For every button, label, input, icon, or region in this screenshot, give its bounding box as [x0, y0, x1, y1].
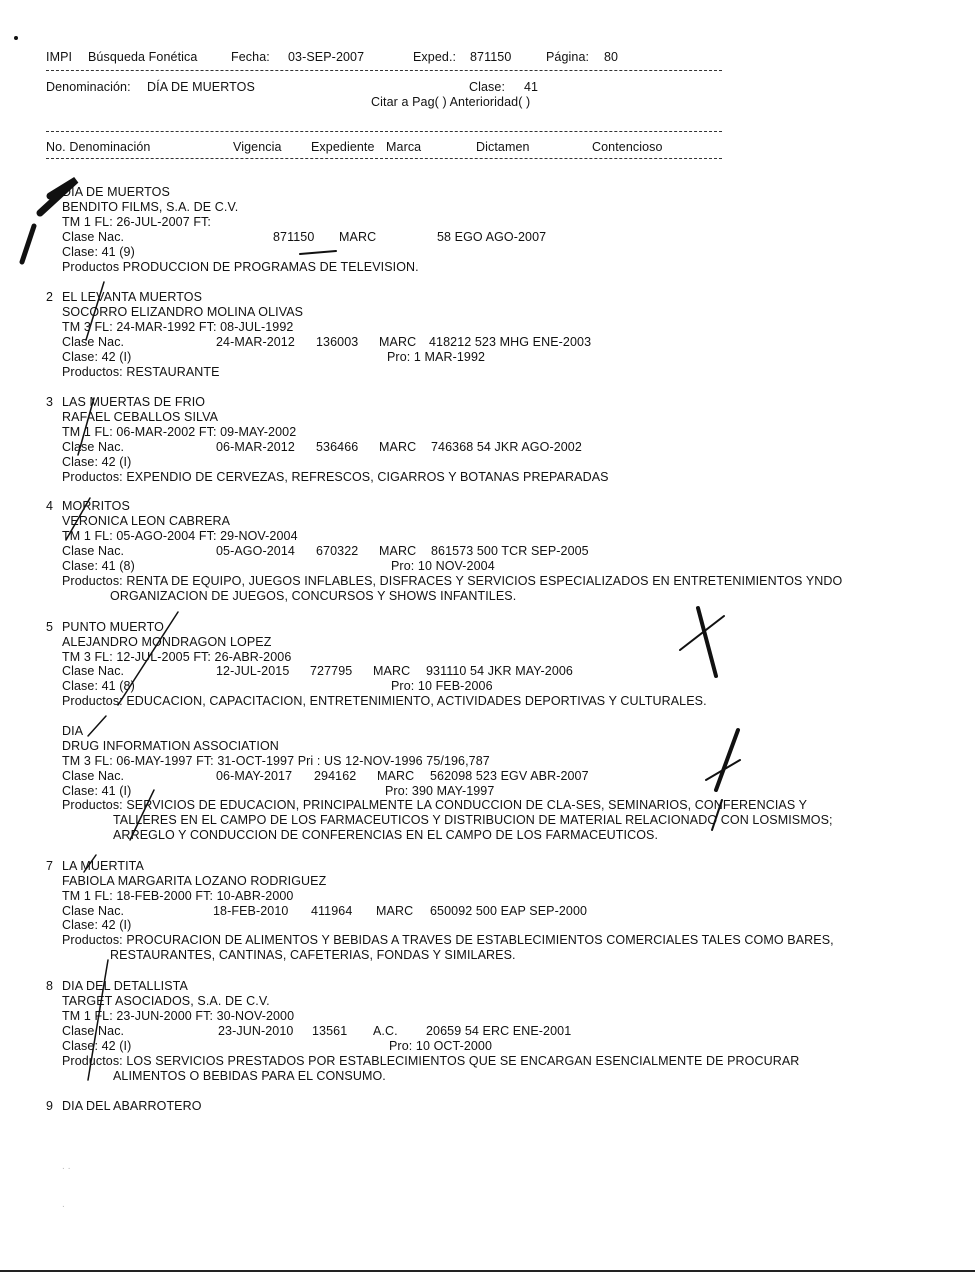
- record-3-clase: Clase: 42 (I): [62, 455, 132, 469]
- record-4-vigencia: 05-AGO-2014: [216, 544, 295, 558]
- pen-x-6b: [706, 760, 740, 780]
- record-7-expediente: 411964: [311, 904, 353, 918]
- pen-x-6: [716, 730, 738, 790]
- fecha-value: 03-SEP-2007: [288, 50, 365, 64]
- fecha-label: Fecha:: [231, 50, 270, 64]
- pagina-label: Página:: [546, 50, 590, 64]
- record-6-tm: TM 3 FL: 06-MAY-1997 FT: 31-OCT-1997 Pri : US 12-NOV-1996 75/196,787: [62, 754, 490, 768]
- record-7-vigencia: 18-FEB-2010: [213, 904, 289, 918]
- col-vigencia: Vigencia: [233, 140, 282, 154]
- clase-value: 41: [524, 80, 539, 94]
- record-4-productos-2: ORGANIZACION DE JUEGOS, CONCURSOS Y SHOWS INFANTILES.: [110, 589, 517, 603]
- record-2-pro: Pro: 1 MAR-1992: [387, 350, 486, 364]
- record-8-expediente: 13561: [312, 1024, 348, 1038]
- record-6-clase: Clase: 41 (I): [62, 784, 132, 798]
- record-7-owner: FABIOLA MARGARITA LOZANO RODRIGUEZ: [62, 874, 327, 888]
- record-3-tm: TM 1 FL: 06-MAR-2002 FT: 09-MAY-2002: [62, 425, 297, 439]
- col-expediente: Expediente: [311, 140, 375, 154]
- record-3-marca: MARC: [379, 440, 417, 454]
- record-2-name: EL LEVANTA MUERTOS: [62, 290, 203, 304]
- record-5-vigencia: 12-JUL-2015: [216, 664, 290, 678]
- pen-slash-3: [78, 398, 94, 455]
- record-8-vigencia: 23-JUN-2010: [218, 1024, 294, 1038]
- record-1-productos: Productos PRODUCCION DE PROGRAMAS DE TELEVISION.: [62, 260, 419, 274]
- col-dictamen: Dictamen: [476, 140, 530, 154]
- record-5-tm: TM 3 FL: 12-JUL-2005 FT: 26-ABR-2006: [62, 650, 292, 664]
- pen-x-5: [698, 608, 716, 676]
- record-7-clase: Clase: 42 (I): [62, 918, 132, 932]
- record-5-marca: MARC: [373, 664, 411, 678]
- record-6-productos: Productos: SERVICIOS DE EDUCACION, PRINCIPALMENTE LA CONDUCCION DE CLA-SES, SEMINARIOS, CONFERENCIAS Y: [62, 798, 808, 812]
- record-4-marca: MARC: [379, 544, 417, 558]
- record-8-pro: Pro: 10 OCT-2000: [389, 1039, 493, 1053]
- record-1-dictamen: 58 EGO AGO-2007: [437, 230, 547, 244]
- record-5-owner: ALEJANDRO MONDRAGON LOPEZ: [62, 635, 272, 649]
- pen-slash-2: [86, 282, 104, 340]
- record-4-clase: Clase: 41 (8): [62, 559, 135, 573]
- record-9-name: DIA DEL ABARROTERO: [62, 1099, 202, 1113]
- record-5-productos: Productos: EDUCACION, CAPACITACION, ENTRETENIMIENTO, ACTIVIDADES DEPORTIVAS Y CULTURALES.: [62, 694, 707, 708]
- header-report: Búsqueda Fonética: [88, 50, 198, 64]
- record-7-marca: MARC: [376, 904, 414, 918]
- record-8-dictamen: 20659 54 ERC ENE-2001: [426, 1024, 572, 1038]
- denominacion-label: Denominación:: [46, 80, 131, 94]
- record-6-name: DIA: [62, 724, 84, 738]
- record-7-productos-2: RESTAURANTES, CANTINAS, CAFETERIAS, FONDAS Y SIMILARES.: [110, 948, 516, 962]
- record-1-clase: Clase: 41 (9): [62, 245, 135, 259]
- denominacion-value: DÍA DE MUERTOS: [147, 80, 255, 94]
- page-bottom-edge: [0, 1270, 975, 1272]
- record-7-dictamen: 650092 500 EAP SEP-2000: [430, 904, 588, 918]
- record-3-owner: RAFAEL CEBALLOS SILVA: [62, 410, 219, 424]
- record-7-name: LA MUERTITA: [62, 859, 144, 873]
- pen-slash-7: [84, 855, 96, 872]
- pen-slash-5: [118, 612, 178, 705]
- record-8-clase-nac: Clase Nac.: [62, 1024, 125, 1038]
- col-marca: Marca: [386, 140, 422, 154]
- record-2-marca: MARC: [379, 335, 417, 349]
- record-2-clase: Clase: 42 (I): [62, 350, 132, 364]
- pen-x-6c: [712, 800, 722, 830]
- pen-mark-1: [40, 180, 76, 213]
- record-3-num: 3: [46, 395, 54, 409]
- pen-slash-6b: [130, 790, 154, 840]
- clase-label: Clase:: [469, 80, 506, 94]
- record-4-owner: VERONICA LEON CABRERA: [62, 514, 231, 528]
- pen-slash-8: [88, 960, 108, 1080]
- record-8-owner: TARGET ASOCIADOS, S.A. DE C.V.: [62, 994, 270, 1008]
- record-4-num: 4: [46, 499, 54, 513]
- record-1-expediente: 871150: [273, 230, 315, 244]
- record-3-expediente: 536466: [316, 440, 359, 454]
- record-6-pro: Pro: 390 MAY-1997: [385, 784, 495, 798]
- record-1-name: DIA DE MUERTOS: [62, 185, 170, 199]
- record-8-name: DIA DEL DETALLISTA: [62, 979, 188, 993]
- record-2-productos: Productos: RESTAURANTE: [62, 365, 220, 379]
- record-1-owner: BENDITO FILMS, S.A. DE C.V.: [62, 200, 239, 214]
- exped-label: Exped.:: [413, 50, 457, 64]
- record-6-clase-nac: Clase Nac.: [62, 769, 125, 783]
- record-1-marca: MARC: [339, 230, 377, 244]
- record-3-vigencia: 06-MAR-2012: [216, 440, 295, 454]
- record-1-tm: TM 1 FL: 26-JUL-2007 FT:: [62, 215, 211, 229]
- col-contencioso: Contencioso: [592, 140, 663, 154]
- pen-mark-1b: [22, 226, 34, 262]
- scan-ghost-2: .: [62, 1199, 65, 1210]
- record-4-clase-nac: Clase Nac.: [62, 544, 125, 558]
- citar-line: Citar a Pag( ) Anterioridad( ): [371, 95, 531, 109]
- record-2-clase-nac: Clase Nac.: [62, 335, 125, 349]
- record-5-clase-nac: Clase Nac.: [62, 664, 125, 678]
- record-6-marca: MARC: [377, 769, 415, 783]
- record-6-vigencia: 06-MAY-2017: [216, 769, 293, 783]
- scan-ghost-1: . .: [62, 1161, 71, 1172]
- record-8-productos: Productos: LOS SERVICIOS PRESTADOS POR ESTABLECIMIENTOS QUE SE ENCARGAN ESENCIALMENTE DE PROCURAR: [62, 1054, 800, 1068]
- pagina-value: 80: [604, 50, 619, 64]
- pen-slash-4: [66, 498, 90, 540]
- record-7-tm: TM 1 FL: 18-FEB-2000 FT: 10-ABR-2000: [62, 889, 294, 903]
- col-no-denominacion: No. Denominación: [46, 140, 151, 154]
- record-2-num: 2: [46, 290, 54, 304]
- record-8-productos-2: ALIMENTOS O BEBIDAS PARA EL CONSUMO.: [113, 1069, 386, 1083]
- pen-underline: [300, 251, 336, 254]
- record-6-productos-2: TALLERES EN EL CAMPO DE LOS FARMACEUTICOS Y DISTRIBUCION DE MATERIAL RELACIONADO CON LOSMISMOS;: [113, 813, 833, 827]
- record-8-tm: TM 1 FL: 23-JUN-2000 FT: 30-NOV-2000: [62, 1009, 295, 1023]
- record-5-dictamen: 931110 54 JKR MAY-2006: [426, 664, 573, 678]
- record-2-expediente: 136003: [316, 335, 359, 349]
- record-7-num: 7: [46, 859, 54, 873]
- record-6-expediente: 294162: [314, 769, 357, 783]
- record-2-dictamen: 418212 523 MHG ENE-2003: [429, 335, 592, 349]
- record-7-productos: Productos: PROCURACION DE ALIMENTOS Y BEBIDAS A TRAVES DE ESTABLECIMIENTOS COMERCIALES TALES COMO BARES,: [62, 933, 834, 947]
- record-2-owner: SOCORRO ELIZANDRO MOLINA OLIVAS: [62, 305, 304, 319]
- record-5-expediente: 727795: [310, 664, 353, 678]
- record-4-pro: Pro: 10 NOV-2004: [391, 559, 495, 573]
- exped-value: 871150: [470, 50, 512, 64]
- record-6-productos-3: ARREGLO Y CONDUCCION DE CONFERENCIAS EN EL CAMPO DE LOS FARMACEUTICOS.: [113, 828, 659, 842]
- record-8-num: 8: [46, 979, 54, 993]
- record-4-productos: Productos: RENTA DE EQUIPO, JUEGOS INFLABLES, DISFRACES Y SERVICIOS ESPECIALIZADOS EN ENTRETENIMIENTOS YNDO: [62, 574, 843, 588]
- record-3-dictamen: 746368 54 JKR AGO-2002: [431, 440, 582, 454]
- record-5-clase: Clase: 41 (8): [62, 679, 135, 693]
- record-1-clase-nac: Clase Nac.: [62, 230, 125, 244]
- record-4-expediente: 670322: [316, 544, 359, 558]
- record-4-tm: TM 1 FL: 05-AGO-2004 FT: 29-NOV-2004: [62, 529, 298, 543]
- header-org: IMPI: [46, 50, 73, 64]
- record-7-clase-nac: Clase Nac.: [62, 904, 125, 918]
- record-6-dictamen: 562098 523 EGV ABR-2007: [430, 769, 589, 783]
- record-3-clase-nac: Clase Nac.: [62, 440, 125, 454]
- record-4-dictamen: 861573 500 TCR SEP-2005: [431, 544, 589, 558]
- record-8-clase: Clase: 42 (I): [62, 1039, 132, 1053]
- record-4-name: MORRITOS: [62, 499, 130, 513]
- record-9-num: 9: [46, 1099, 54, 1113]
- record-5-name: PUNTO MUERTO: [62, 620, 164, 634]
- record-3-name: LAS MUERTAS DE FRIO: [62, 395, 206, 409]
- pen-slash-6: [88, 716, 106, 736]
- record-8-marca: A.C.: [373, 1024, 398, 1038]
- record-3-productos: Productos: EXPENDIO DE CERVEZAS, REFRESCOS, CIGARROS Y BOTANAS PREPARADAS: [62, 470, 609, 484]
- record-5-num: 5: [46, 620, 54, 634]
- record-5-pro: Pro: 10 FEB-2006: [391, 679, 493, 693]
- record-2-tm: TM 3 FL: 24-MAR-1992 FT: 08-JUL-1992: [62, 320, 294, 334]
- record-2-vigencia: 24-MAR-2012: [216, 335, 295, 349]
- record-6-owner: DRUG INFORMATION ASSOCIATION: [62, 739, 279, 753]
